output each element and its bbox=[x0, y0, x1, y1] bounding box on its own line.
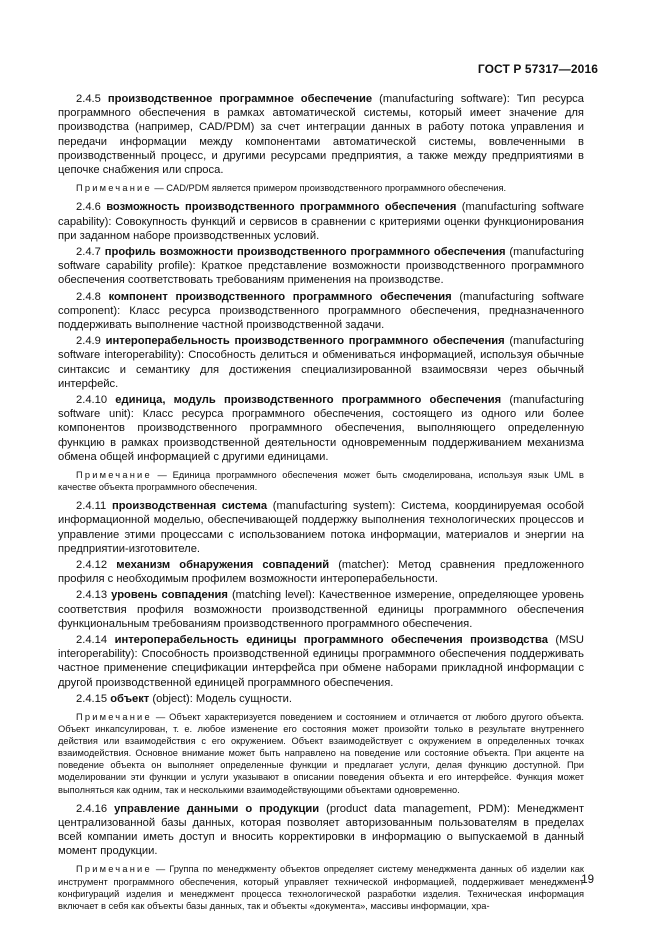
document-id-header: ГОСТ Р 57317—2016 bbox=[477, 62, 598, 76]
term-entry-2-4-13 bbox=[58, 588, 584, 631]
term-number: 2.4.9 bbox=[76, 335, 106, 348]
term-definition: (manufacturing software capability): Совокупность функций и сервисов в сравнении с критериями оценки функционирования при заданном наборе производственных условий. bbox=[58, 201, 584, 242]
term-definition: (manufacturing software interoperability): Способность делиться и обмениваться информацией, используя обычные синтаксис и семантику для достижения специализированной взаимосвязи через обычный интерфейс. bbox=[58, 335, 584, 390]
term-name: интероперабельность производственного программного обеспечения bbox=[105, 335, 505, 348]
term-number: 2.4.15 bbox=[76, 692, 111, 705]
term-entry-2-4-6 bbox=[58, 200, 584, 243]
page-number: 19 bbox=[581, 874, 594, 886]
term-name: производственное программное обеспечение bbox=[107, 93, 373, 105]
term-entry-2-4-8 bbox=[58, 290, 584, 333]
term-definition: (object): Модель сущности. bbox=[149, 692, 293, 705]
term-entry-2-4-11 bbox=[58, 499, 584, 556]
term-entry-2-4-9 bbox=[58, 334, 584, 391]
term-name: возможность производственного программного обеспечения bbox=[106, 201, 457, 214]
term-name: интероперабельность единицы программного обеспечения производства bbox=[114, 633, 548, 646]
document-body bbox=[58, 92, 584, 918]
term-name: единица, модуль производственного программного обеспечения bbox=[115, 393, 502, 406]
term-number: 2.4.6 bbox=[76, 201, 107, 214]
term-number: 2.4.5 bbox=[76, 93, 108, 105]
term-name: профиль возможности производственного программного обеспечения bbox=[104, 245, 506, 258]
term-name: производственная система bbox=[111, 500, 268, 513]
term-entry-2-4-15 bbox=[58, 692, 584, 706]
term-definition: (manufacturing software component): Класс ресурса производственного программного обеспечения, предназначенного поддерживать выполнение частной производственной задачи. bbox=[58, 290, 584, 331]
term-name: механизм обнаружения совпадений bbox=[116, 558, 330, 571]
note-dash: — bbox=[151, 864, 170, 875]
note-dash: — bbox=[151, 712, 170, 722]
note-label: Примечание bbox=[76, 712, 152, 722]
term-name: управление данными о продукции bbox=[114, 802, 320, 815]
term-definition: (matcher): Метод сравнения предложенного профиля с необходимым профилем возможности интероперабельности. bbox=[58, 558, 585, 586]
note-dash: — bbox=[151, 469, 173, 480]
term-number: 2.4.10 bbox=[76, 393, 116, 406]
term-entry-2-4-16 bbox=[58, 802, 584, 859]
note-label: Примечание bbox=[76, 183, 152, 194]
note-label: Примечание bbox=[76, 864, 152, 875]
term-number: 2.4.8 bbox=[76, 290, 109, 303]
note-label: Примечание bbox=[76, 469, 152, 480]
note-4 bbox=[58, 863, 584, 911]
term-definition: (product data management, PDM): Менеджмент централизованной базы данных, которая позволяет авторизованным пользователям в пределах всей компании иметь доступ и вносить корректировки в информацию о выпускаемой в данный момент продукции. bbox=[58, 802, 584, 858]
term-definition: (manufacturing system): Система, координируемая особой информационной моделью, обеспечивающей поддержку выполнения технологических процессов и управление этими процессами с использованием потока информации, материалов и энергии на предприятии-изготовителе. bbox=[58, 500, 584, 555]
term-number: 2.4.16 bbox=[76, 802, 115, 815]
note-2 bbox=[58, 469, 584, 493]
term-number: 2.4.14 bbox=[76, 633, 115, 646]
term-name: компонент производственного программного обеспечения bbox=[108, 290, 452, 303]
note-1 bbox=[58, 182, 584, 194]
term-entry-2-4-14 bbox=[58, 633, 584, 690]
term-entry-2-4-7 bbox=[58, 245, 584, 288]
term-definition: (matching level): Качественное измерение, определяющее уровень соответствия профиля возможности производственной единицы программного обеспечения функциональным требованиям производственного программного обеспечения. bbox=[58, 589, 584, 630]
term-number: 2.4.7 bbox=[76, 245, 105, 258]
note-dash: — bbox=[151, 183, 167, 194]
note-text: Группа по менеджменту объектов определяет систему менеджмента данных об изделии как инструмент программного обеспечения, который управляет технической информацией, поддерживает менеджмент конфигураций изделия и менеджмент процесса технологической разработки изделия. Техническая информация включает в себя как объекты базы данных, так и объекты «документа», массивы информации, хра- bbox=[58, 864, 584, 911]
term-entry-2-4-5 bbox=[58, 92, 584, 177]
term-definition: (manufacturing software unit): Класс ресурса программного обеспечения, состоящего из одного или более компонентов производственного программного обеспечения, выполняющего определенную функцию в рамках производственной деятельности одновременным поддерживанием механизма обмена общей информацией с другими единицами. bbox=[58, 393, 584, 463]
term-definition: (manufacturing software): Тип ресурса программного обеспечения в рамках автоматической системы, который имеет значение для производства (например, CAD/PDM) за счет интеграции данных в работу потока управления и передачи информации между компонентами автоматической системы, вовлеченными в производственный процесс, и другими ресурсами предприятия, а также между предприятиями в цепочке снабжения или спроса. bbox=[58, 93, 584, 177]
note-text: Единица программного обеспечения может быть смоделирована, используя язык UML в качестве объекта программного обеспечения. bbox=[58, 469, 584, 493]
term-name: уровень совпадения bbox=[111, 589, 228, 602]
note-3 bbox=[58, 711, 584, 796]
term-entry-2-4-10 bbox=[58, 393, 584, 464]
term-entry-2-4-12 bbox=[58, 558, 584, 586]
term-number: 2.4.13 bbox=[76, 589, 112, 602]
term-definition: (MSU interoperability): Способность производственной единицы программного обеспечения поддерживать частное применение спецификации интерфейса при обмене наборами прикладной информации с другой производственной единицей программного обеспечения. bbox=[58, 633, 584, 689]
term-number: 2.4.12 bbox=[76, 558, 117, 571]
note-text: Объект характеризуется поведением и состоянием и отличается от любого другого объекта. Объект инкапсулирован, т. е. любое изменение его состояния может произойти только в результате внутреннего действия или взаимодействия с его окружением. Объект взаимодействует с окружением в определенных точках взаимодействия. Основное внимание может быть направлено на поведение или состояние объекта. При акценте на поведение объекта он выполняет определенные функции и предлагает услуги, делая функцию доступной. При моделировании эти функции и услуги указывают в описании поведения объекта и его интерфейсе. Функция может выполняться как одним, так и несколькими взаимодействующими объектами одновременно. bbox=[58, 712, 584, 795]
term-name: объект bbox=[110, 692, 150, 705]
term-definition: (manufacturing software capability profile): Краткое представление возможности производственного программного обеспечения соответствовать требованиям применения на производстве. bbox=[58, 245, 584, 287]
term-number: 2.4.11 bbox=[76, 500, 112, 513]
note-text: CAD/PDM является примером производственного программного обеспечения. bbox=[166, 183, 507, 194]
